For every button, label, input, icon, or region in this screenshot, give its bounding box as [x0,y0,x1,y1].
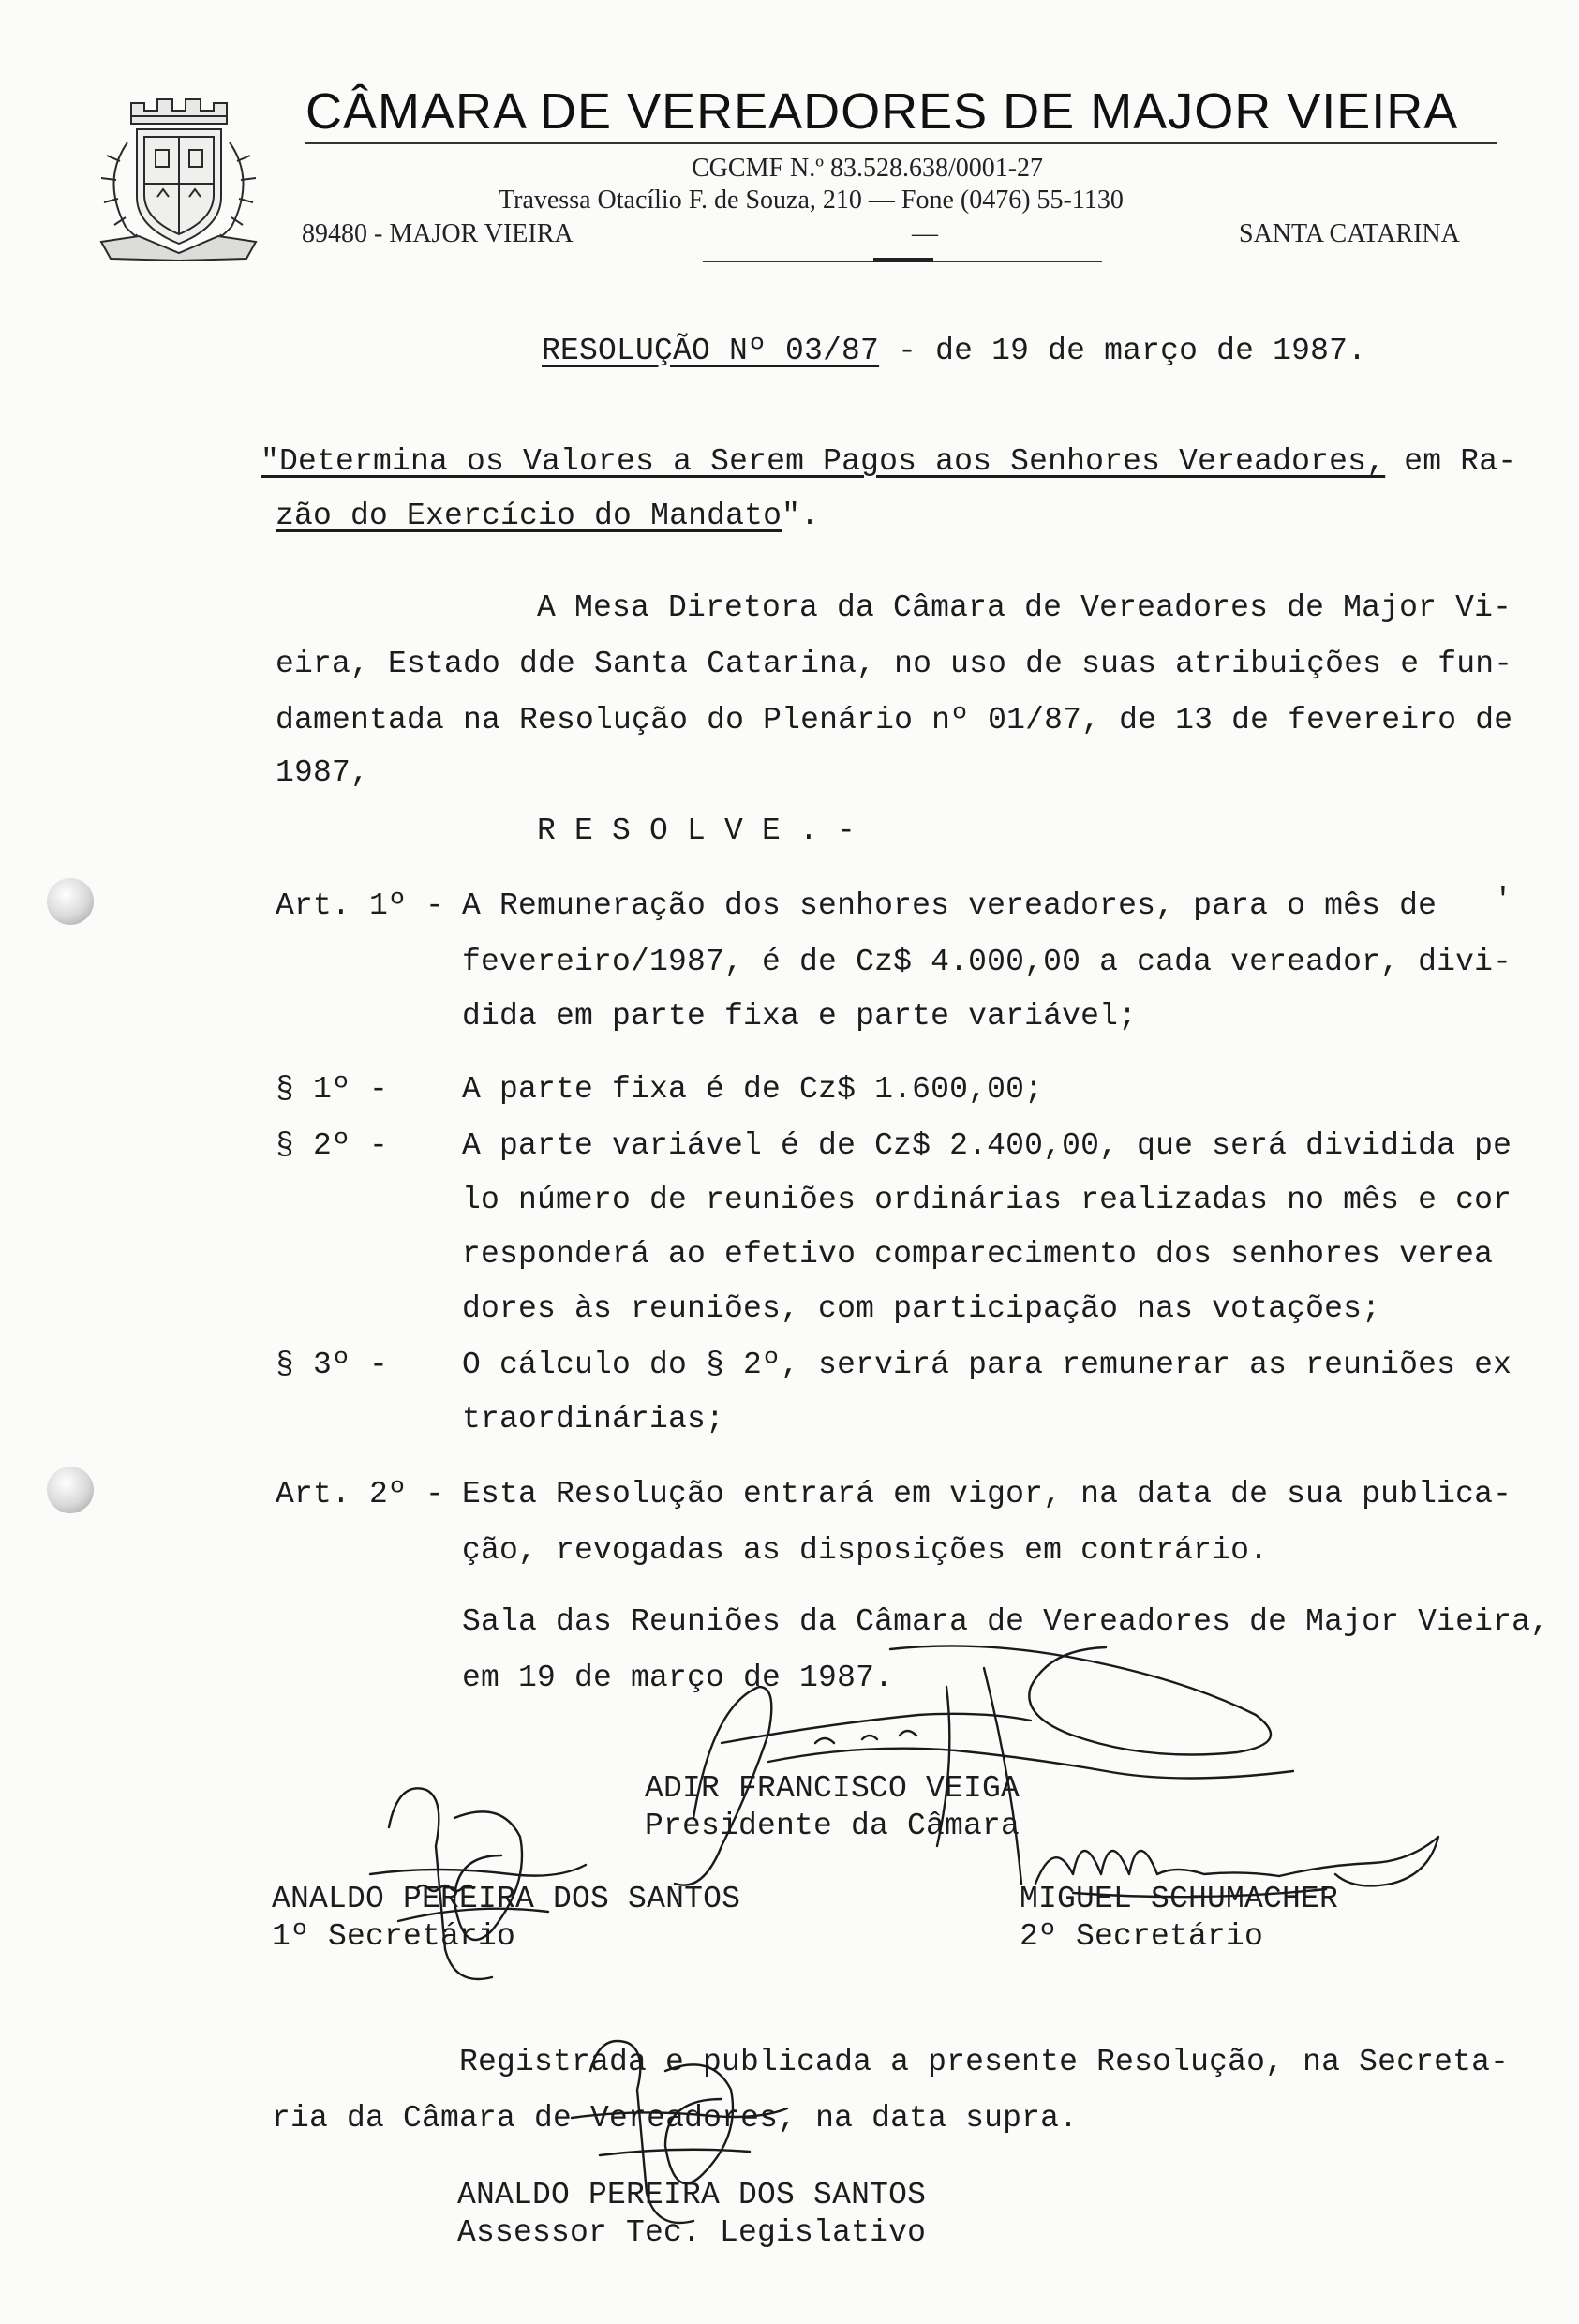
secretary-1-name: ANALDO PEREIRA DOS SANTOS [272,1882,741,1916]
assessor-title: Assessor Tec. Legislativo [457,2215,927,2250]
punch-hole-icon [47,1467,94,1513]
ementa-line-2 [276,499,819,533]
president-name: ADIR FRANCISCO VEIGA [645,1771,1020,1806]
paragraph-1-label: § 1º - [276,1072,389,1107]
address-phone: Travessa Otacílio F. de Souza, 210 — Fone (0476) 55-1130 [499,186,1124,215]
paragraph-1-line: A parte fixa é de Cz$ 1.600,00; [462,1072,1044,1107]
president-title: Presidente da Câmara [645,1809,1020,1843]
city-zip: 89480 - MAJOR VIEIRA [302,219,574,248]
cgcmf-number: CGCMF N.º 83.528.638/0001-27 [692,154,1044,183]
resolution-heading [542,334,1366,368]
preamble-line: 1987, [276,755,370,790]
ementa-line-1 [261,444,1516,479]
paragraph-2-line: dores às reuniões, com participação nas votações; [462,1291,1381,1326]
paragraph-3-label: § 3º - [276,1348,389,1382]
paragraph-2-line: lo número de reuniões ordinárias realizadas no mês e cor [462,1183,1512,1217]
secretary-2-title: 2º Secretário [1020,1919,1264,1954]
assessor-name: ANALDO PEREIRA DOS SANTOS [457,2178,927,2212]
registration-signature [562,2015,806,2240]
article-1-line: dida em parte fixa e parte variável; [462,999,1138,1034]
resolution-date: - de 19 de março de 1987. [879,334,1367,368]
article-2-line: ção, revogadas as disposições em contrário. [462,1533,1269,1568]
secretary-1-signature [361,1762,604,2005]
chamber-name: CÂMARA DE VEREADORES DE MAJOR VIEIRA [305,83,1459,140]
municipal-coat-of-arms-icon [82,86,275,264]
header-dash: — [912,219,938,248]
ementa-text-underlined: "Determina os Valores a Serem Pagos aos Senhores Vereadores, [261,444,1386,479]
resolve-heading: R E S O L V E . - [537,813,857,848]
closing-line: Sala das Reuniões da Câmara de Vereadores de Major Vieira, [462,1604,1550,1639]
ementa-text: em Ra- [1385,444,1517,479]
article-1-label: Art. 1º - [276,888,445,923]
article-2-line: Esta Resolução entrará em vigor, na data de sua publica- [462,1477,1512,1512]
state-name: SANTA CATARINA [1239,219,1460,248]
paragraph-2-line: A parte variável é de Cz$ 2.400,00, que será dividida pe [462,1128,1512,1163]
resolution-number: RESOLUÇÃO Nº 03/87 [542,334,880,368]
paragraph-3-line: traordinárias; [462,1402,725,1437]
paragraph-2-line: responderá ao efetivo comparecimento dos senhores verea [462,1237,1494,1272]
preamble-line: A Mesa Diretora da Câmara de Vereadores de Major Vi- [537,590,1512,625]
article-1-line: fevereiro/1987, é de Cz$ 4.000,00 a cada vereador, divi- [462,945,1512,979]
secretary-2-signature [1017,1809,1448,1921]
closing-line: em 19 de março de 1987. [462,1661,894,1695]
preamble-line: damentada na Resolução do Plenário nº 01/87, de 13 de fevereiro de [276,703,1513,737]
registration-line: Registrada e publicada a presente Resolução, na Secreta- [459,2045,1510,2079]
secretary-1-title: 1º Secretário [272,1919,516,1954]
article-2-label: Art. 2º - [276,1477,445,1512]
header-rule-accent [873,258,933,262]
ementa-text-underlined: zão do Exercício do Mandato [276,499,782,533]
preamble-line: eira, Estado dde Santa Catarina, no uso de suas atribuições e fun- [276,647,1513,681]
registration-line: ria da Câmara de Vereadores, na data supra. [272,2101,1079,2136]
paragraph-2-label: § 2º - [276,1128,389,1163]
title-rule [305,142,1497,144]
punch-hole-icon [47,878,94,925]
article-1-line: A Remuneração dos senhores vereadores, para o mês de [462,888,1437,923]
secretary-2-name: MIGUEL SCHUMACHER [1020,1882,1339,1916]
paragraph-3-line: O cálculo do § 2º, servirá para remunerar as reuniões ex [462,1348,1512,1382]
ementa-text: ". [782,499,820,533]
stray-mark: ' [1494,883,1513,917]
